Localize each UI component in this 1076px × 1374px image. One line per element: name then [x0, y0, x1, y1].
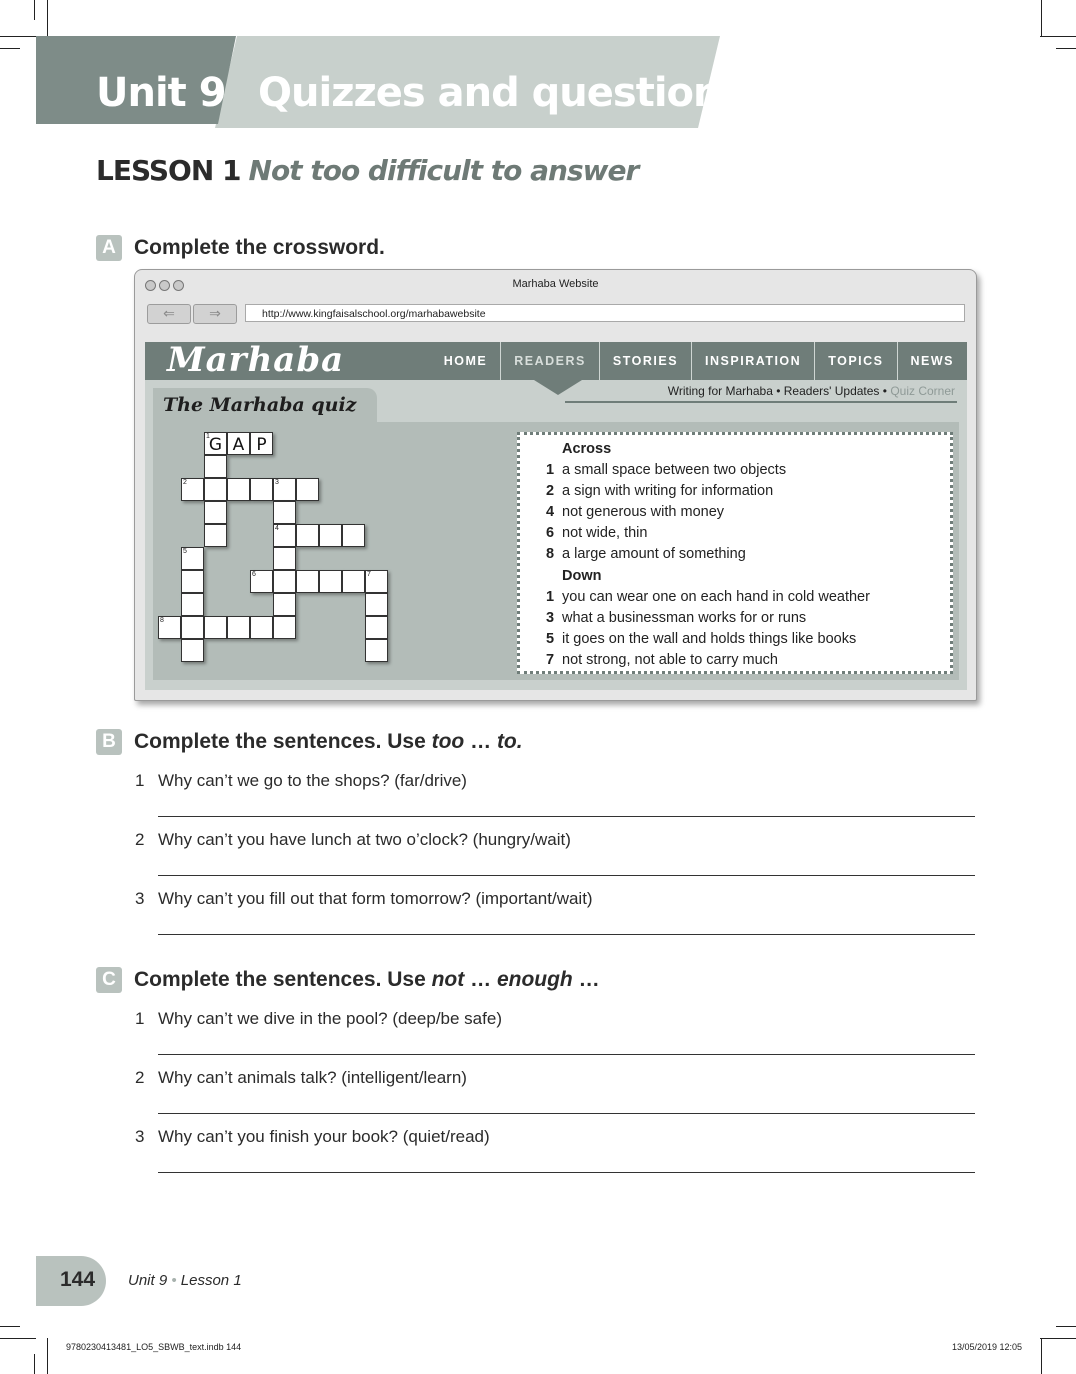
subnav-writing[interactable]: Writing for Marhaba: [667, 384, 773, 398]
crossword-cell[interactable]: [296, 524, 319, 547]
question-item: [135, 771, 467, 791]
crossword-cell[interactable]: [250, 432, 273, 455]
clue-num: 7: [546, 652, 555, 668]
clue-text: it goes on the wall and holds things like books: [562, 631, 857, 647]
answer-line[interactable]: [158, 1172, 975, 1173]
crossword-cell[interactable]: [158, 616, 181, 639]
clue-num: 8: [546, 546, 555, 562]
crossword-cell[interactable]: [342, 524, 365, 547]
crossword-cell[interactable]: [319, 570, 342, 593]
crop-mark: [0, 1326, 20, 1327]
section-a-badge: A: [96, 235, 122, 261]
clue-number: 1: [206, 433, 210, 440]
unit-label: Unit 9: [96, 70, 226, 116]
clue-text: a large amount of something: [562, 546, 746, 562]
clue-item: [546, 483, 774, 499]
clue-item: [546, 462, 787, 478]
clue-item: [546, 652, 778, 668]
clue-number: 7: [367, 571, 371, 578]
question-item: [135, 889, 593, 909]
crop-mark: [34, 0, 35, 20]
down-heading: Down: [562, 568, 602, 584]
crossword-cell[interactable]: [181, 478, 204, 501]
clue-num: 2: [546, 483, 555, 499]
unit-title: Quizzes and questions: [258, 70, 744, 116]
clue-number: 8: [160, 617, 164, 624]
clue-num: 1: [546, 589, 555, 605]
sub-navigation: [668, 384, 955, 398]
lesson-heading: [96, 154, 638, 187]
crop-mark: [0, 1338, 36, 1339]
footer-unit: Unit 9: [128, 1272, 168, 1289]
clues-box: [517, 432, 953, 674]
crossword-cell[interactable]: [250, 616, 273, 639]
crop-mark: [1041, 1338, 1042, 1374]
crossword-cell[interactable]: [227, 616, 250, 639]
clue-text: not strong, not able to carry much: [562, 652, 778, 668]
menu-readers[interactable]: READERS: [500, 342, 599, 380]
cell-letter: A: [232, 435, 245, 455]
crossword-cell[interactable]: [273, 524, 296, 547]
crossword-cell[interactable]: [204, 432, 227, 455]
answer-line[interactable]: [158, 816, 975, 817]
section-c-title: [134, 968, 600, 992]
subnav-separator: •: [772, 384, 784, 398]
title-text: …: [572, 968, 600, 991]
crossword-cell[interactable]: [227, 478, 250, 501]
question-text: Why can’t animals talk? (intelligent/learn): [158, 1068, 467, 1087]
title-text: …: [464, 730, 497, 753]
question-item: [135, 830, 571, 850]
crossword-cell[interactable]: [342, 570, 365, 593]
question-text: Why can’t you fill out that form tomorrow? (important/wait): [158, 889, 593, 908]
clue-number: 6: [252, 571, 256, 578]
clue-number: 3: [275, 479, 279, 486]
crossword-cell[interactable]: [319, 524, 342, 547]
active-menu-arrow: [534, 380, 582, 395]
crossword-cell[interactable]: [273, 616, 296, 639]
crossword-cell[interactable]: [273, 478, 296, 501]
question-number: 2: [135, 830, 145, 849]
question-text: Why can’t we go to the shops? (far/drive): [158, 771, 467, 790]
clue-num: 1: [546, 462, 555, 478]
clue-item: [546, 631, 857, 647]
section-c-badge: C: [96, 967, 122, 993]
clue-text: not generous with money: [562, 504, 725, 520]
menu-stories[interactable]: STORIES: [599, 342, 691, 380]
subnav-underline: [565, 401, 957, 403]
crop-mark: [47, 0, 48, 36]
clue-item: [546, 546, 746, 562]
title-emphasis: not: [431, 968, 465, 991]
clue-text: you can wear one on each hand in cold weather: [562, 589, 870, 605]
crossword-cell[interactable]: [273, 501, 296, 524]
clue-text: a sign with writing for information: [562, 483, 774, 499]
crop-mark: [1041, 0, 1042, 36]
section-b-title: [134, 730, 523, 754]
cell-letter: P: [256, 435, 267, 455]
crossword-cell[interactable]: [227, 432, 250, 455]
crossword-cell[interactable]: [296, 478, 319, 501]
section-a-title: Complete the crossword.: [134, 236, 385, 259]
crossword-cell[interactable]: [204, 455, 227, 478]
subnav-quiz-corner[interactable]: Quiz Corner: [890, 384, 955, 398]
browser-window: [134, 269, 977, 701]
question-text: Why can’t you finish your book? (quiet/read): [158, 1127, 490, 1146]
site-menu: [431, 342, 967, 380]
quiz-title: The Marhaba quiz: [163, 394, 357, 416]
question-number: 3: [135, 1127, 145, 1146]
question-item: [135, 1009, 502, 1029]
clue-num: 5: [546, 631, 555, 647]
clue-item: [546, 589, 870, 605]
crop-mark: [1056, 1326, 1076, 1327]
clue-num: 4: [546, 504, 555, 520]
footer-running-title: [128, 1272, 242, 1289]
site-logo[interactable]: Marhaba: [167, 340, 345, 380]
crop-mark: [1040, 36, 1076, 37]
clue-number: 4: [275, 525, 279, 532]
crop-mark: [1056, 48, 1076, 49]
crossword-cell[interactable]: [365, 616, 388, 639]
footer-separator: •: [167, 1272, 181, 1289]
crossword-cell[interactable]: [365, 570, 388, 593]
question-number: 2: [135, 1068, 145, 1087]
crossword-cell[interactable]: [296, 570, 319, 593]
lesson-title: Not too difficult to answer: [248, 154, 639, 187]
title-text: Complete the sentences. Use: [134, 730, 432, 753]
crossword-cell[interactable]: [365, 593, 388, 616]
website-content: [145, 342, 967, 690]
clue-text: what a businessman works for or runs: [562, 610, 807, 626]
menu-home[interactable]: HOME: [443, 354, 488, 368]
crossword-cell[interactable]: [273, 570, 296, 593]
menu-topics[interactable]: TOPICS: [814, 342, 896, 380]
crossword-cell[interactable]: [273, 593, 296, 616]
menu-news[interactable]: NEWS: [897, 342, 968, 380]
question-item: [135, 1127, 490, 1147]
clue-item: [546, 525, 648, 541]
title-emphasis: enough: [496, 968, 573, 991]
crossword-cell[interactable]: [181, 593, 204, 616]
answer-line[interactable]: [158, 875, 975, 876]
title-text: Complete the sentences. Use: [134, 968, 432, 991]
crossword-cell[interactable]: [181, 639, 204, 662]
question-item: [135, 1068, 467, 1088]
clue-text: not wide, thin: [562, 525, 648, 541]
forward-button[interactable]: ⇒: [193, 304, 237, 324]
crossword-cell[interactable]: [181, 570, 204, 593]
title-emphasis: too: [431, 730, 465, 753]
crossword-cell[interactable]: [365, 639, 388, 662]
question-text: Why can’t you have lunch at two o’clock? (hungry/wait): [158, 830, 571, 849]
url-bar[interactable]: http://www.kingfaisalschool.org/marhabawebsite: [245, 304, 965, 322]
answer-line[interactable]: [158, 1113, 975, 1114]
crop-mark: [47, 1338, 48, 1374]
crossword-cell[interactable]: [250, 570, 273, 593]
print-slug-right: 13/05/2019 12:05: [952, 1342, 1023, 1352]
crop-mark: [0, 36, 36, 37]
crossword-cell[interactable]: [204, 501, 227, 524]
across-heading: Across: [562, 441, 612, 457]
answer-line[interactable]: [158, 934, 975, 935]
subnav-readers-updates[interactable]: Readers' Updates: [783, 384, 880, 398]
clue-item: [546, 610, 807, 626]
clue-number: 2: [183, 479, 187, 486]
clue-text: a small space between two objects: [562, 462, 787, 478]
menu-inspiration[interactable]: INSPIRATION: [691, 342, 814, 380]
title-emphasis: to.: [496, 730, 523, 753]
crop-mark: [0, 48, 20, 49]
subnav-separator: •: [879, 384, 891, 398]
crossword-cell[interactable]: [273, 547, 296, 570]
print-slug-left: 9780230413481_LO5_SBWB_text.indb 144: [66, 1342, 242, 1352]
crossword-cell[interactable]: [181, 616, 204, 639]
section-b-badge: B: [96, 729, 122, 755]
lesson-number: LESSON 1: [96, 154, 241, 187]
footer-lesson: Lesson 1: [180, 1272, 242, 1289]
cell-letter: G: [208, 435, 223, 455]
crossword-cell[interactable]: [181, 547, 204, 570]
clue-number: 5: [183, 548, 187, 555]
quiz-area: [153, 422, 959, 680]
clue-num: 6: [546, 525, 555, 541]
clue-item: [546, 504, 725, 520]
page-number: 144: [60, 1268, 96, 1291]
question-text: Why can’t we dive in the pool? (deep/be safe): [158, 1009, 502, 1028]
crossword-cell[interactable]: [204, 478, 227, 501]
crossword-cell[interactable]: [250, 478, 273, 501]
back-button[interactable]: ⇐: [147, 304, 191, 324]
crop-mark: [1040, 1338, 1076, 1339]
site-header: [145, 342, 967, 380]
crossword-cell[interactable]: [204, 616, 227, 639]
crossword-cell[interactable]: [204, 524, 227, 547]
crop-mark: [34, 1354, 35, 1374]
clue-num: 3: [546, 610, 555, 626]
question-number: 1: [135, 1009, 145, 1028]
window-title: Marhaba Website: [512, 278, 599, 290]
question-number: 1: [135, 771, 145, 790]
question-number: 3: [135, 889, 145, 908]
answer-line[interactable]: [158, 1054, 975, 1055]
title-text: …: [464, 968, 497, 991]
